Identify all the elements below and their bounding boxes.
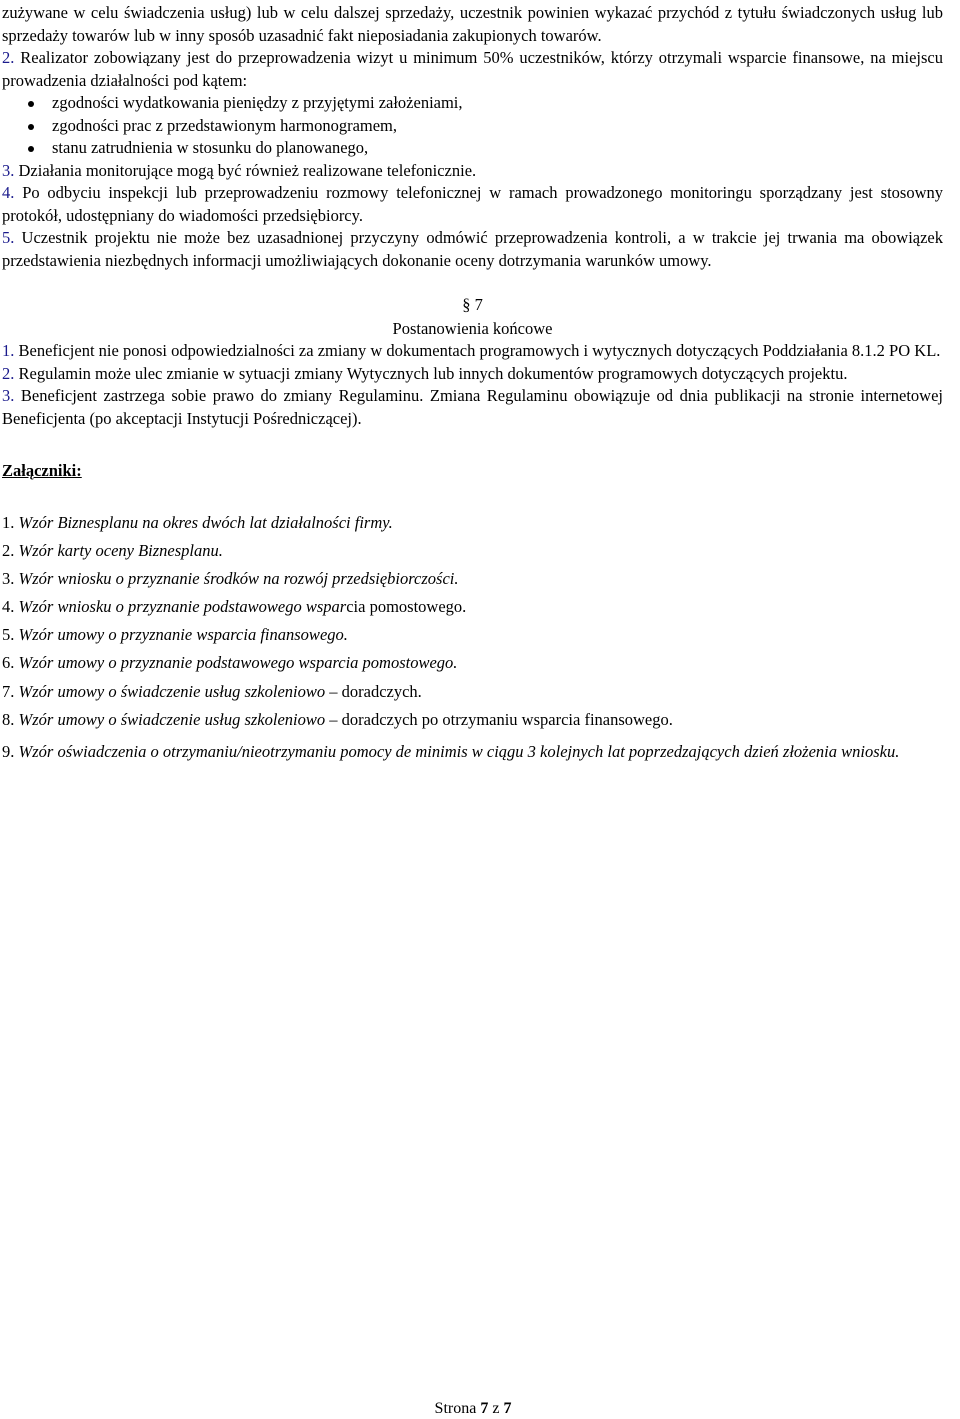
attachment-item bbox=[2, 569, 943, 589]
paragraph-number: 2. bbox=[2, 48, 15, 67]
paragraph-4 bbox=[2, 182, 943, 227]
list-item: stanu zatrudnienia w stosunku do planowanego, bbox=[2, 137, 943, 160]
final-provision-2 bbox=[2, 363, 943, 386]
item-number: 2. bbox=[2, 540, 15, 560]
paragraph-text: Uczestnik projektu nie może bez uzasadnionej przyczyny odmówić przeprowadzenia kontroli, a w trakcie jej trwania ma obowiązek przedstawienia niezbędnych informacji umożliwiających dokonanie oceny dotrzymania warunków umowy. bbox=[2, 228, 943, 270]
attachment-item bbox=[2, 653, 943, 673]
item-number: 5. bbox=[2, 625, 15, 645]
paragraph-number: 1. bbox=[2, 341, 15, 360]
item-suffix: cia pomostowego. bbox=[346, 597, 467, 617]
item-title: Wzór Biznesplanu na okres dwóch lat działalności firmy. bbox=[18, 512, 393, 532]
attachment-item bbox=[2, 682, 943, 702]
paragraph-text: Beneficjent nie ponosi odpowiedzialności za zmiany w dokumentach programowych i wytycznych dotyczących Poddziałania 8.1.2 PO KL. bbox=[18, 341, 941, 360]
item-title: Wzór karty oceny Biznesplanu. bbox=[18, 540, 223, 560]
attachments-list bbox=[2, 513, 943, 767]
paragraph-number: 2. bbox=[2, 363, 15, 383]
page-label: Strona bbox=[434, 1400, 477, 1417]
paragraph-number: 3. bbox=[2, 160, 15, 180]
section-symbol: § bbox=[462, 295, 471, 314]
item-title: Wzór umowy o przyznanie wsparcia finansowego. bbox=[18, 625, 348, 645]
list-item: zgodności prac z przedstawionym harmonogramem, bbox=[2, 115, 943, 138]
item-title: Wzór wniosku o przyznanie środków na rozwój przedsiębiorczości. bbox=[18, 568, 459, 588]
item-title: Wzór oświadczenia o otrzymaniu/nieotrzymaniu pomocy de minimis w ciągu 3 kolejnych lat poprzedzających dzień złożenia wniosku. bbox=[18, 742, 900, 761]
item-title: Wzór wniosku o przyznanie podstawowego wspar bbox=[18, 597, 347, 617]
item-number: 1. bbox=[2, 512, 15, 532]
current-page-number: 7 bbox=[480, 1400, 489, 1417]
paragraph-3 bbox=[2, 160, 943, 183]
item-number: 8. bbox=[2, 709, 15, 729]
paragraph-text: Po odbyciu inspekcji lub przeprowadzeniu rozmowy telefonicznej w ramach prowadzonego monitoringu sporządzany jest stosowny protokół, udostępniany do wiadomości przedsiębiorcy. bbox=[2, 183, 943, 225]
page-footer bbox=[0, 1399, 946, 1419]
item-number: 3. bbox=[2, 568, 15, 588]
item-title: Wzór umowy o świadczenie usług szkoleniowo bbox=[18, 709, 326, 729]
paragraph-text: Beneficjent zastrzega sobie prawo do zmiany Regulaminu. Zmiana Regulaminu obowiązuje od dnia publikacji na stronie internetowej Beneficjenta (po akceptacji Instytucji Pośredniczącej). bbox=[2, 386, 943, 428]
item-suffix: – doradczych. bbox=[325, 681, 422, 701]
paragraph-number: 3. bbox=[2, 386, 15, 405]
paragraph-text: Realizator zobowiązany jest do przeprowadzenia wizyt u minimum 50% uczestników, którzy otrzymali wsparcie finansowe, na miejscu prowadzenia działalności pod kątem: bbox=[2, 48, 943, 90]
attachments-heading: Załączniki: bbox=[2, 461, 82, 480]
item-title: Wzór umowy o świadczenie usług szkoleniowo bbox=[18, 681, 326, 701]
list-item: zgodności wydatkowania pieniędzy z przyjętymi założeniami, bbox=[2, 92, 943, 115]
paragraph-continuation: zużywane w celu świadczenia usług) lub w celu dalszej sprzedaży, uczestnik powinien wykazać przychód z tytułu świadczonych usług lub sprzedaży towarów lub w inny sposób uzasadnić fakt nieposiadania zakupionych towarów. bbox=[2, 3, 943, 45]
item-number: 4. bbox=[2, 597, 15, 617]
item-number: 6. bbox=[2, 653, 15, 673]
total-pages-number: 7 bbox=[503, 1400, 512, 1417]
attachment-item bbox=[2, 738, 943, 766]
item-number: 9. bbox=[2, 742, 15, 761]
attachment-item bbox=[2, 597, 943, 617]
attachment-item bbox=[2, 513, 943, 533]
final-provision-3 bbox=[2, 385, 943, 430]
section-number bbox=[2, 294, 943, 316]
section-number-value: 7 bbox=[474, 295, 483, 314]
paragraph-5 bbox=[2, 227, 943, 272]
attachment-item bbox=[2, 625, 943, 645]
item-number: 7. bbox=[2, 681, 15, 701]
paragraph-text: Działania monitorujące mogą być również realizowane telefonicznie. bbox=[18, 160, 477, 180]
item-title: Wzór umowy o przyznanie podstawowego wsparcia pomostowego. bbox=[18, 653, 458, 673]
section-title: Postanowienia końcowe bbox=[392, 319, 553, 338]
attachment-item bbox=[2, 541, 943, 561]
paragraph-number: 5. bbox=[2, 228, 15, 247]
attachment-item bbox=[2, 710, 943, 730]
paragraph-text: Regulamin może ulec zmianie w sytuacji zmiany Wytycznych lub innych dokumentów programowych dotyczących projektu. bbox=[18, 363, 848, 383]
section-heading bbox=[2, 294, 943, 340]
item-suffix: – doradczych po otrzymaniu wsparcia finansowego. bbox=[325, 709, 673, 729]
document-page bbox=[2, 0, 943, 774]
page-of-label: z bbox=[492, 1400, 500, 1417]
final-provision-1 bbox=[2, 340, 943, 363]
monitoring-criteria-list bbox=[2, 92, 943, 160]
paragraph-2 bbox=[2, 47, 943, 92]
paragraph-number: 4. bbox=[2, 183, 15, 202]
